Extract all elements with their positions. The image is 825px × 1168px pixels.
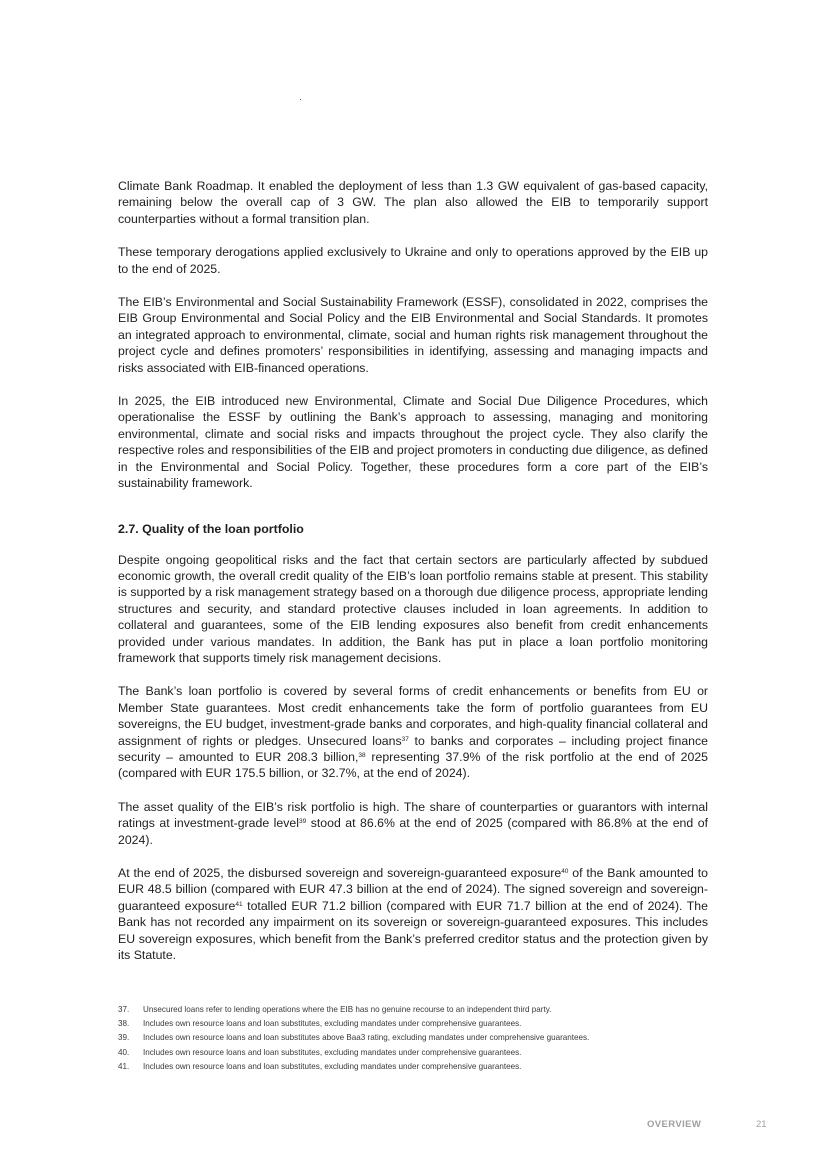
footnote-number: 37. [118, 1005, 130, 1014]
stray-dot [300, 99, 301, 100]
paragraph-asset-quality [118, 799, 708, 848]
footer-section-label: OVERVIEW [647, 1119, 702, 1130]
paragraph-climate-roadmap: Climate Bank Roadmap. It enabled the deployment of less than 1.3 GW equivalent of gas-based capacity, remaining below the overall cap of 3 GW. The plan also allowed the EIB to temporarily support counterparties without a formal transition plan. [118, 179, 708, 226]
footnote-number: 39. [118, 1033, 130, 1043]
paragraph-derogations: These temporary derogations applied exclusively to Ukraine and only to operations approved by the EIB up to the end of 2025. [118, 245, 708, 276]
footnote-text: Includes own resource loans and loan substitutes, excluding mandates under comprehensive guarantees. [143, 1019, 522, 1029]
footnote-item [118, 1031, 718, 1045]
text-segment: of the Bank amounted to EUR 48.5 billion (compared with EUR 47.3 billion at the end of 2024). The signed sovereign and sovereign-guaranteed exposure [118, 866, 708, 913]
footnote-text: Unsecured loans refer to lending operations where the EIB has no genuine recourse to an independent third party. [143, 1005, 552, 1014]
footnote-ref[interactable]: 41 [235, 900, 243, 908]
text-segment: to banks and corporates – including project finance security – amounted to EUR 208.3 billion, [118, 733, 708, 764]
footnote-item [118, 1046, 718, 1060]
footnote-text: Includes own resource loans and loan substitutes, excluding mandates under comprehensive guarantees. [143, 1061, 522, 1071]
footnote-item [118, 1017, 718, 1031]
footnote-number: 40. [118, 1047, 130, 1057]
footnote-item [118, 1060, 718, 1074]
section-heading: 2.7. Quality of the loan portfolio [118, 521, 304, 536]
footnote-ref[interactable]: 39 [298, 818, 307, 826]
text-segment: stood at 86.6% at the end of 2025 (compared with 86.8% at the end of 2024). [118, 816, 708, 847]
text-segment: At the end of 2025, the disbursed sovereign and sovereign-guaranteed exposure [118, 866, 562, 880]
footnote-item [118, 1003, 718, 1017]
footnotes [118, 1003, 718, 1074]
paragraph-essf: The EIB’s Environmental and Social Sustainability Framework (ESSF), consolidated in 2022, comprises the EIB Group Environmental and Social Policy and the EIB Environmental and Social Standards. It promotes an integrated approach to environmental, climate, social and human rights risk management throughout the project cycle and defines promoters’ responsibilities in identifying, assessing and managing impacts and risks associated with EIB-financed operations. [118, 295, 708, 375]
footnote-ref[interactable]: 37 [401, 735, 409, 743]
text-segment: representing 37.9% of the risk portfolio at the end of 2025 (compared with EUR 175.5 billion, or 32.7%, at the end of 2024). [118, 749, 708, 781]
footnote-text: Includes own resource loans and loan substitutes, excluding mandates under comprehensive guarantees. [143, 1047, 522, 1057]
paragraph-credit-enhancements [118, 683, 708, 781]
text-segment: The asset quality of the EIB’s risk portfolio is high. The share of counterparties or guarantors with internal ratings at investment-grade level [118, 799, 708, 831]
footnote-ref[interactable]: 40 [561, 868, 569, 875]
footnote-ref[interactable]: 38 [358, 751, 366, 759]
text-segment: totalled EUR 71.2 billion (compared with EUR 71.7 billion at the end of 2024). The Bank has not recorded any impairment on its sovereign or sovereign-guaranteed exposures. This includes EU sovereign exposures, which benefit from the Bank’s preferred creditor status and the protection given by its Statute. [118, 898, 708, 963]
footnote-number: 38. [118, 1019, 130, 1029]
page-body [118, 178, 708, 980]
footnote-number: 41. [118, 1061, 130, 1071]
paragraph-credit-quality: Despite ongoing geopolitical risks and the fact that certain sectors are particularly affected by subdued economic growth, the overall credit quality of the EIB’s loan portfolio remains stable at present. This stability is supported by a risk management strategy based on a thorough due diligence process, appropriate lending structures and security, and standard protective clauses included in loan agreements. In addition to collateral and guarantees, some of the EIB lending exposures also benefit from credit enhancements provided under various mandates. In addition, the Bank has put in place a loan portfolio monitoring framework that supports timely risk management decisions. [118, 552, 708, 665]
paragraph-due-diligence: In 2025, the EIB introduced new Environmental, Climate and Social Due Diligence Procedures, which operationalise the ESSF by outlining the Bank’s approach to assessing, managing and monitoring environmental, climate and social risks and impacts throughout the project cycle. They also clarify the respective roles and responsibilities of the EIB and project promoters in conducting due diligence, as defined in the Environmental and Social Policy. Together, these procedures form a core part of the EIB’s sustainability framework. [118, 394, 708, 491]
page-number: 21 [756, 1119, 767, 1130]
paragraph-sovereign-exposure [118, 865, 708, 963]
text-segment: The Bank’s loan portfolio is covered by several forms of credit enhancements or benefits from EU or Member State guarantees. Most credit enhancements take the form of portfolio guarantees from EU sovereigns, the EU budget, investment-grade banks and corporates, and high-quality financial collateral and assignment of rights or pledges. Unsecured loans [118, 684, 708, 748]
footnote-text: Includes own resource loans and loan substitutes above Baa3 rating, excluding mandates under comprehensive guarantees. [143, 1033, 590, 1043]
